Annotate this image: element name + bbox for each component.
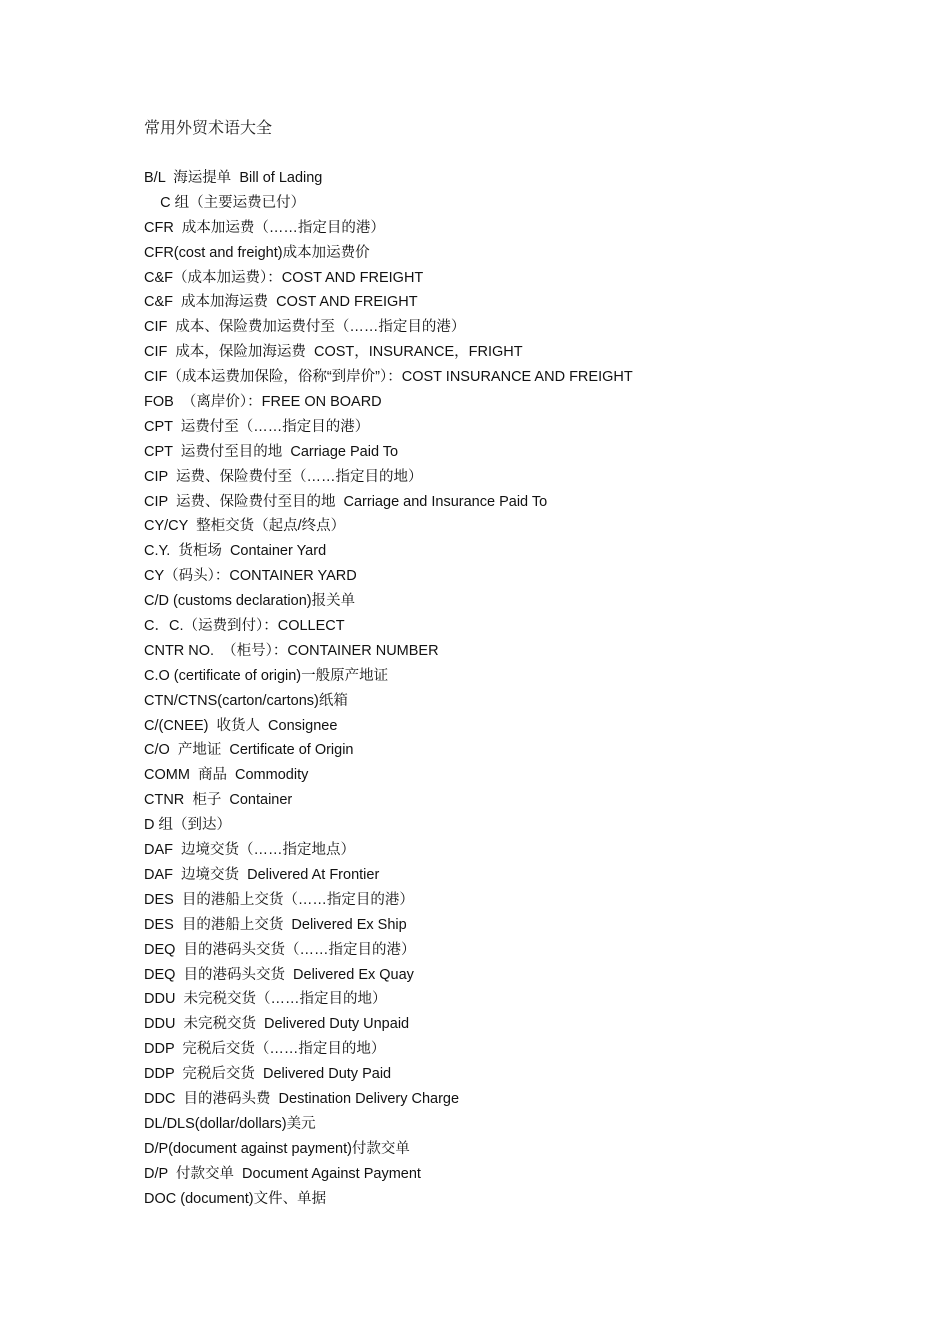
term-line: DEQ 目的港码头交货 Delivered Ex Quay: [144, 966, 414, 983]
document-title: 常用外贸术语大全: [144, 118, 273, 137]
term-line: CFR 成本加运费（……指定目的港）: [144, 219, 385, 236]
term-line: CY（码头）：CONTAINER YARD: [144, 568, 357, 585]
term-line: D 组（到达）: [144, 817, 231, 834]
term-line: DDC 目的港码头费 Destination Delivery Charge: [144, 1090, 460, 1107]
term-line: CFR(cost and freight)成本加运费价: [144, 244, 370, 261]
term-line: CIP 运费、保险费付至目的地 Carriage and Insurance Paid To: [144, 493, 548, 510]
term-line: B/L 海运提单 Bill of Lading: [144, 170, 323, 186]
term-line: DDP 完税后交货（……指定目的地）: [144, 1041, 386, 1058]
term-line: DES 目的港船上交货 Delivered Ex Ship: [144, 916, 407, 933]
term-line: DDP 完税后交货 Delivered Duty Paid: [144, 1066, 392, 1083]
term-line: D/P 付款交单 Document Against Payment: [144, 1165, 421, 1182]
term-line: C/O 产地证 Certificate of Origin: [144, 742, 354, 759]
term-line: CIF（成本运费加保险，俗称“到岸价”）：COST INSURANCE AND FREIGHT: [144, 369, 633, 386]
term-line: COMM 商品 Commodity: [144, 767, 309, 784]
term-line: DL/DLS(dollar/dollars)美元: [144, 1115, 316, 1132]
term-list: [144, 166, 904, 1211]
term-line: DDU 未完税交货（……指定目的地）: [144, 991, 387, 1008]
term-line: C&F 成本加海运费 COST AND FREIGHT: [144, 294, 418, 311]
term-line: CPT 运费付至（……指定目的港）: [144, 418, 370, 435]
term-line: D/P(document against payment)付款交单: [144, 1140, 410, 1157]
term-line: C/(CNEE) 收货人 Consignee: [144, 717, 338, 734]
term-line: C．C.（运费到付）：COLLECT: [144, 618, 345, 635]
term-line: C.O (certificate of origin)一般原产地证: [144, 667, 389, 684]
term-line: CY/CY 整柜交货（起点/终点）: [144, 518, 346, 535]
term-line: FOB （离岸价）：FREE ON BOARD: [144, 394, 382, 411]
term-line: C&F（成本加运费）：COST AND FREIGHT: [144, 269, 424, 286]
term-line: DAF 边境交货 Delivered At Frontier: [144, 866, 380, 883]
term-line: CNTR NO. （柜号）：CONTAINER NUMBER: [144, 642, 439, 659]
term-line: DAF 边境交货（……指定地点）: [144, 842, 356, 859]
term-line: C 组（主要运费已付）: [144, 194, 306, 211]
term-line: DEQ 目的港码头交货（……指定目的港）: [144, 941, 416, 958]
term-line: DES 目的港船上交货（……指定目的港）: [144, 891, 414, 908]
term-line: C/D (customs declaration)报关单: [144, 593, 356, 610]
term-line: CIF 成本、保险费加运费付至（……指定目的港）: [144, 319, 466, 336]
term-line: CTNR 柜子 Container: [144, 792, 293, 809]
term-line: CIF 成本，保险加海运费 COST，INSURANCE，FRIGHT: [144, 344, 523, 361]
term-line: C.Y. 货柜场 Container Yard: [144, 543, 327, 560]
term-line: CIP 运费、保险费付至（……指定目的地）: [144, 468, 423, 485]
term-line: DOC (document)文件、单据: [144, 1190, 327, 1207]
term-line: DDU 未完税交货 Delivered Duty Unpaid: [144, 1016, 410, 1033]
term-line: CPT 运费付至目的地 Carriage Paid To: [144, 443, 399, 460]
term-line: CTN/CTNS(carton/cartons)纸箱: [144, 692, 348, 709]
